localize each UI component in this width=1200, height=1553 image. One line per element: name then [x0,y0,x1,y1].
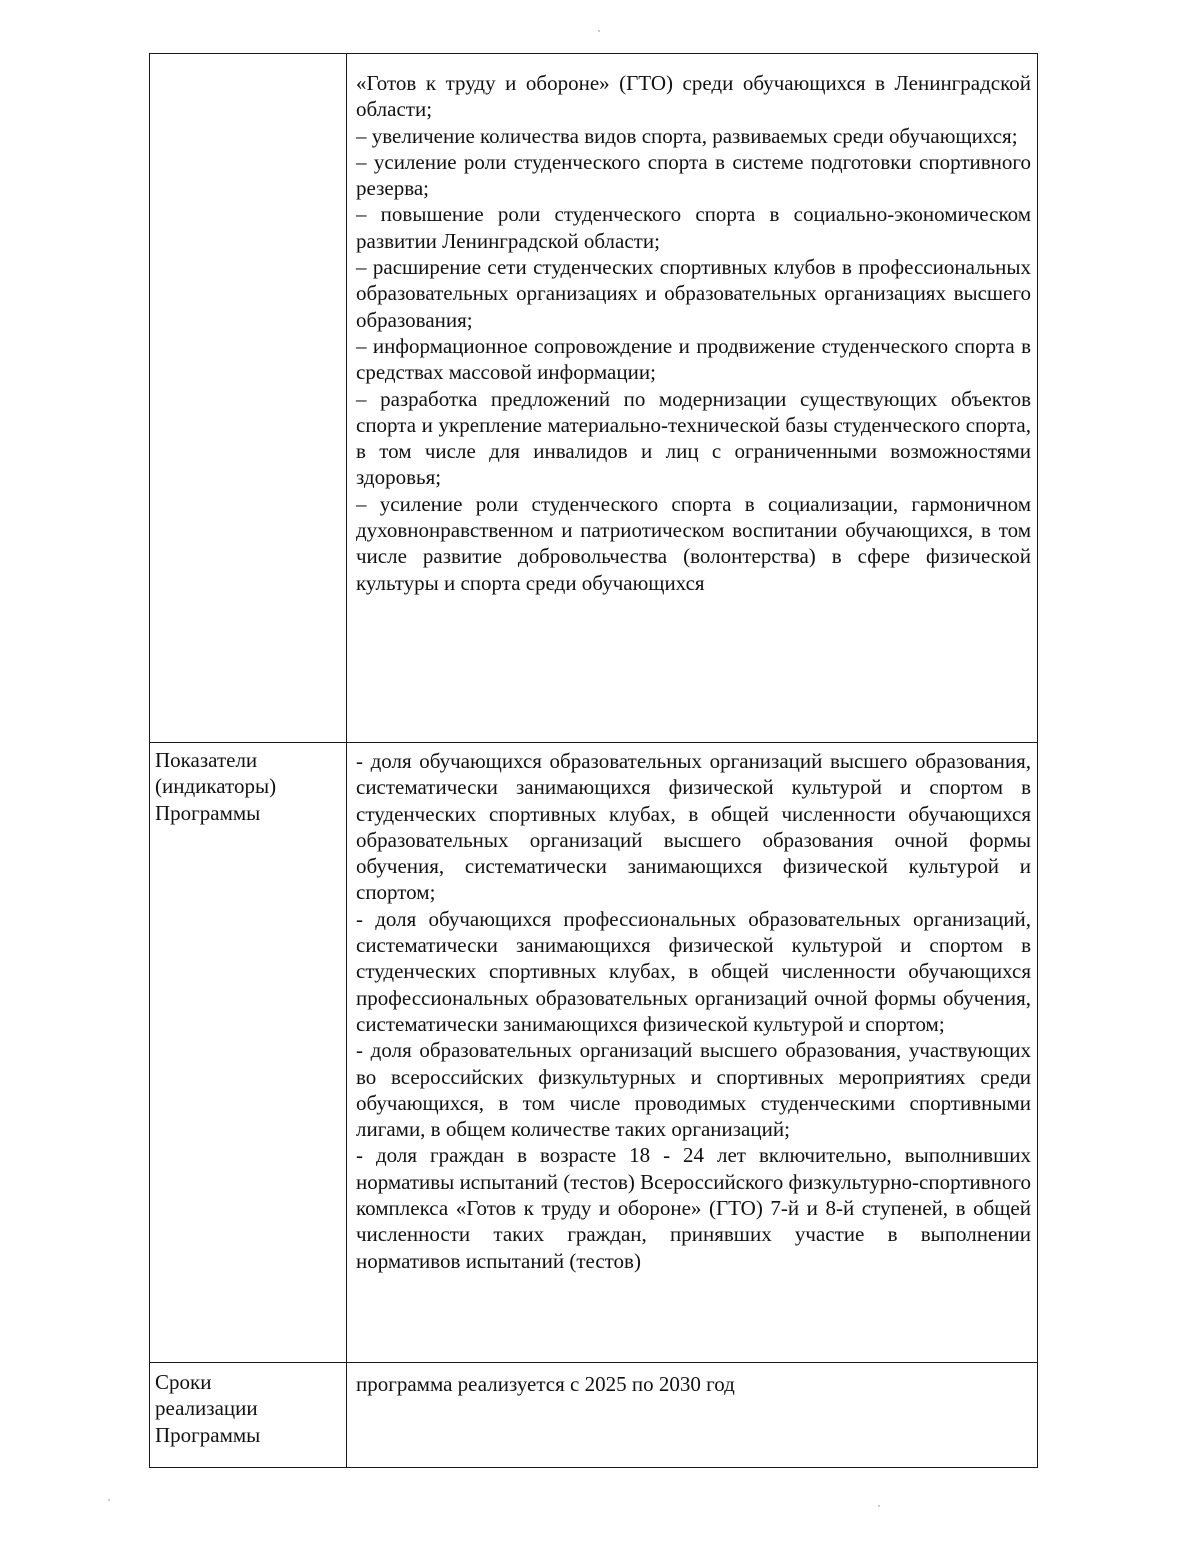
indicator-item: - доля граждан в возрасте 18 - 24 лет включительно, выполнивших нормативы испытаний (тестов) Всероссийского физкультурно-спортивного комплекса «Готов к труду и обороне» (ГТО) 7-й и 8-й ступеней, в общей численности таких граждан, принявших участие в выполнении нормативов испытаний (тестов) [356,1143,1031,1273]
period-text: программа реализуется с 2025 по 2030 год [356,1372,735,1396]
period-content-cell [347,1363,1038,1468]
goal-item: – усиление роли студенческого спорта в системе подготовки спортивного резерва; [356,149,1031,201]
goal-item: – увеличение количества видов спорта, развиваемых среди обучающихся; [356,123,1018,148]
goal-item: «Готов к труду и обороне» (ГТО) среди обучающихся в Ленинградской области; [356,71,1031,122]
scan-speck [108,1499,110,1501]
row-label-line: Программы [155,1422,261,1447]
scan-speck [878,1505,880,1507]
indicators-content-cell [347,743,1038,1363]
goal-item: – расширение сети студенческих спортивных клубов в профессиональных образовательных организациях и образовательных организациях высшего образования; [356,255,1031,332]
goal-item: – разработка предложений по модернизации существующих объектов спорта и укрепление материально-технической базы студенческого спорта, в том числе для инвалидов и лиц с ограниченными возможностями здоровья; [356,386,1031,490]
goal-item: – усиление роли студенческого спорта в социализации, гармоничном духовнонравственном и патриотическом воспитании обучающихся, в том числе развитие добровольчества (волонтерства) в сфере физической культуры и спорта среди обучающихся [356,491,1031,595]
goal-item: – повышение роли студенческого спорта в социально-экономическом развитии Ленинградской области; [356,202,1031,253]
goals-content-cell [347,54,1038,743]
row-label-line: реализации [155,1396,258,1421]
indicator-item: - доля обучающихся профессиональных образовательных организаций, систематически занимающихся физической культурой и спортом в студенческих спортивных клубах, в общей численности обучающихся профессиональных образовательных организаций очной формы обучения, систематически занимающихся физической культурой и спортом; [356,906,1031,1036]
indicator-item: - доля образовательных организаций высшего образования, участвующих во всероссийских физкультурных и спортивных мероприятиях среди обучающихся, в том числе проводимых студенческими спортивными лигами, в общем количестве таких организаций; [356,1038,1031,1142]
indicators-label-cell [150,743,347,1363]
row-label-line: Показатели [155,748,258,772]
table-row-goals [150,54,1038,743]
label-cell-empty [150,54,347,743]
row-label-line: Сроки [155,1370,212,1394]
row-label-line: (индикаторы) [155,774,277,799]
table-row-period [150,1363,1038,1468]
scan-speck [598,30,600,32]
indicator-item: - доля обучающихся образовательных организаций высшего образования, систематически занимающихся физической культурой и спортом в студенческих спортивных клубах, в общей численности обучающихся образовательных организаций высшего образования очной формы обучения, систематически занимающихся физической культурой и спортом; [356,749,1031,905]
table-row-indicators [150,743,1038,1363]
row-label-line: Программы [155,800,261,825]
goal-item: – информационное сопровождение и продвижение студенческого спорта в средствах массовой информации; [356,333,1031,385]
program-passport-table [149,53,1038,1468]
period-label-cell [150,1363,347,1468]
